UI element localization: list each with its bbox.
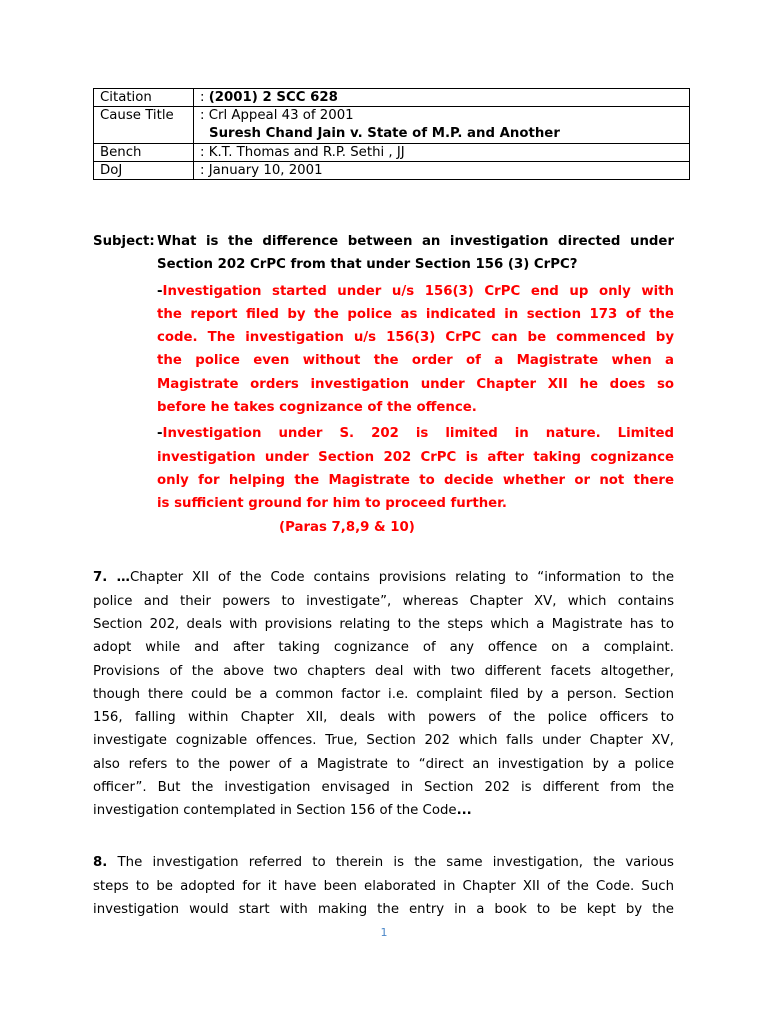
separator-colon: : <box>200 145 205 160</box>
bench-row <box>94 143 689 161</box>
answer-line: the report filed by the police as indicated in section 173 of the <box>157 306 674 322</box>
answer-line-text: Investigation started under u/s 156(3) CrPC end up only with <box>162 283 674 299</box>
case-parties: Suresh Chand Jain v. State of M.P. and Another <box>209 126 560 141</box>
date-of-judgment-value: January 10, 2001 <box>208 163 323 178</box>
date-of-judgment-row <box>94 161 689 179</box>
paragraph-line-text: investigation contemplated in Section 156 of the Code <box>93 803 457 819</box>
cause-title-label: Cause Title <box>94 107 194 143</box>
answer-line: investigation under Section 202 CrPC is after taking cognizance <box>157 449 674 465</box>
answer-line: before he takes cognizance of the offence. <box>157 400 477 416</box>
date-of-judgment-label: DoJ <box>94 162 194 179</box>
answer-line: only for helping the Magistrate to decide whether or not there <box>157 472 674 488</box>
paragraph-line: Provisions of the above two chapters deal with two different facets altogether, <box>93 663 674 679</box>
paragraph-line: also refers to the power of a Magistrate to “direct an investigation by a police <box>93 756 674 772</box>
paragraph-line: steps to be adopted for it have been elaborated in Chapter XII of the Code. Such <box>93 878 674 894</box>
paragraph-line: officer”. But the investigation envisaged in Section 202 is different from the <box>93 780 674 796</box>
answer-line <box>157 280 674 303</box>
paragraph-line: adopt while and after taking cognizance of any offence on a complaint. <box>93 640 674 656</box>
answer-point-1 <box>157 280 674 420</box>
paragraph-line: investigate cognizable offences. True, Section 202 which falls under Chapter XV, <box>93 733 674 749</box>
paragraph-line <box>93 566 674 589</box>
answer-line-text: Investigation under S. 202 is limited in nature. Limited <box>162 426 674 442</box>
answer-line: Magistrate orders investigation under Chapter XII he does so <box>157 376 674 392</box>
paragraph-line-text: The investigation referred to therein is the same investigation, the various <box>117 855 674 871</box>
bench-value-cell <box>194 144 689 161</box>
answer-line: the police even without the order of a Magistrate when a <box>157 353 674 369</box>
paragraph-line: investigation would start with making the entry in a book to be kept by the <box>93 901 674 917</box>
subject-question <box>157 230 674 277</box>
paragraph-line: though there could be a common factor i.e. complaint filed by a person. Section <box>93 686 674 702</box>
paragraph-line <box>93 799 674 822</box>
citation-row <box>94 89 689 106</box>
case-details-table <box>93 88 690 180</box>
answer-dash-marker: - <box>157 283 163 299</box>
bench-label: Bench <box>94 144 194 161</box>
paragraph-number: 7. … <box>93 570 130 586</box>
citation-value-cell <box>194 89 689 106</box>
paragraph-number: 8. <box>93 855 108 871</box>
paragraph-line <box>93 851 674 874</box>
paragraph-line: 156, falling within Chapter XII, deals with powers of the police officers to <box>93 710 674 726</box>
answer-point-2 <box>157 422 674 515</box>
subject-section <box>93 230 674 539</box>
question-line: What is the difference between an investigation directed under <box>157 234 674 249</box>
paragraph-ellipsis: ... <box>456 803 472 819</box>
paragraph-reference: (Paras 7,8,9 & 10) <box>279 519 415 535</box>
subject-label: Subject: <box>93 234 155 249</box>
judgment-paragraph-8 <box>93 851 674 921</box>
separator-colon: : <box>200 163 205 178</box>
answer-line: is sufficient ground for him to proceed further. <box>157 496 507 512</box>
appeal-number: Crl Appeal 43 of 2001 <box>208 108 354 123</box>
appeal-number-line <box>200 107 689 125</box>
paragraph-line: police and their powers to investigate”, whereas Chapter XV, which contains <box>93 593 674 609</box>
separator-colon: : <box>200 108 205 123</box>
cause-title-row <box>94 106 689 143</box>
subject-body <box>157 230 674 539</box>
date-of-judgment-value-cell <box>194 162 689 179</box>
answer-dash-marker: - <box>157 426 163 442</box>
bench-value: K.T. Thomas and R.P. Sethi , JJ <box>208 145 405 160</box>
separator-colon: : <box>200 90 205 105</box>
citation-label: Citation <box>94 89 194 106</box>
judgment-paragraph-7 <box>93 566 674 822</box>
citation-value: (2001) 2 SCC 628 <box>208 90 338 105</box>
cause-title-value-cell <box>194 107 689 143</box>
page-number: 1 <box>380 926 388 939</box>
paragraph-line-text: Chapter XII of the Code contains provisions relating to “information to the <box>129 570 674 586</box>
answer-line <box>157 422 674 445</box>
paragraph-line: Section 202, deals with provisions relating to the steps which a Magistrate has to <box>93 616 674 632</box>
question-line: Section 202 CrPC from that under Section 156 (3) CrPC? <box>157 257 578 273</box>
answer-line: code. The investigation u/s 156(3) CrPC can be commenced by <box>157 330 674 346</box>
